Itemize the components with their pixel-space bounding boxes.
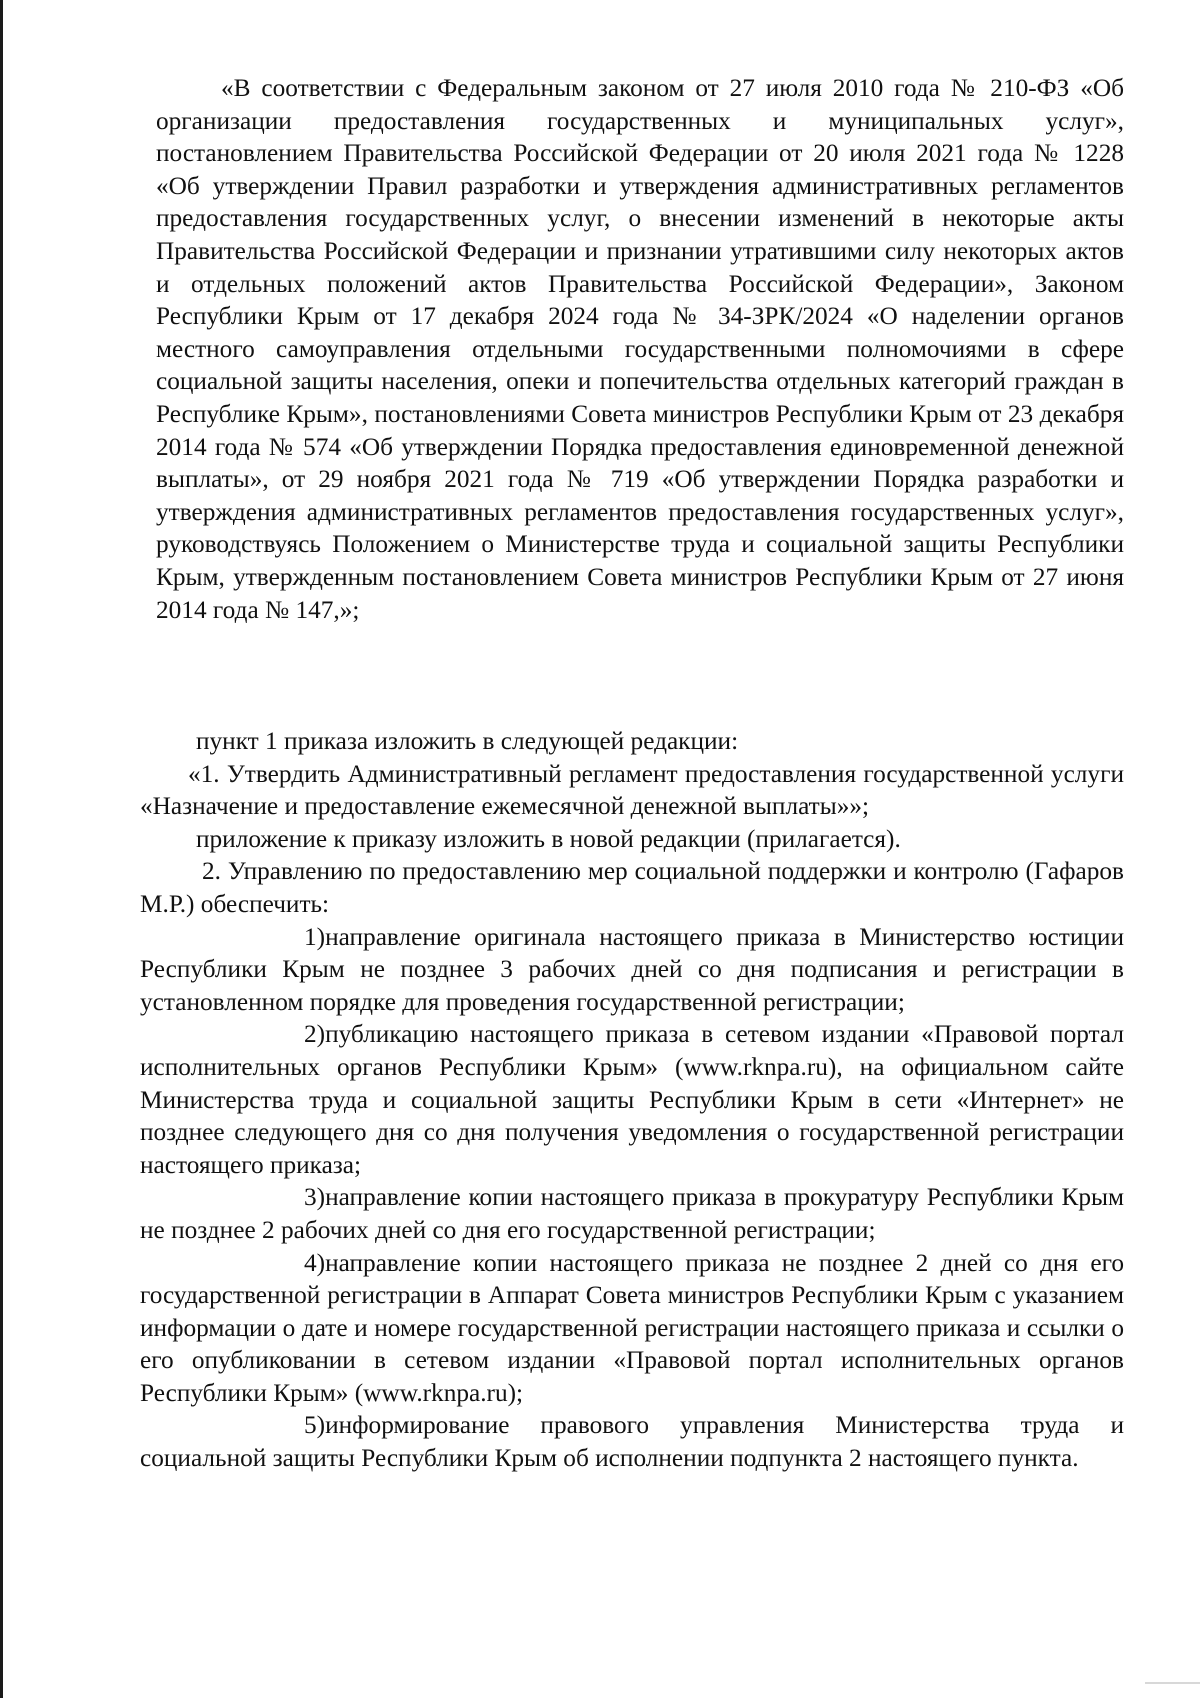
subitem-text: направление оригинала настоящего приказа в Министерство юстиции Республики Крым не позднее 3 рабочих дней со дня подписания и регистрации в установленном порядке для проведения государственной регистрации; [140, 922, 1124, 1016]
subitem-text: направление копии настоящего приказа не позднее 2 дней со дня его государственной регистрации в Аппарат Совета министров Республики Крым с указанием информации о дате и номере государственной регистрации настоящего приказа и ссылки о его опубликовании в сетевом издании «Правовой портал исполнительных органов Республики Крым» (www.rknpa.ru); [140, 1248, 1124, 1407]
subitem-text: публикацию настоящего приказа в сетевом издании «Правовой портал исполнительных органов Республики Крым» (www.rknpa.ru), на официальном сайте Министерства труда и социальной защиты Республики Крым в сети «Интернет» не позднее следующего дня со дня получения уведомления о государственной регистрации настоящего приказа; [140, 1020, 1124, 1179]
subitem-1 [140, 921, 1124, 1019]
subitem-2 [140, 1018, 1124, 1181]
clause-1-text: «1. Утвердить Административный регламент предоставления государственной услуги «Назначение и предоставление ежемесячной денежной выплаты»»; [140, 759, 1124, 821]
appendix-text: приложение к приказу изложить в новой редакции (прилагается). [196, 824, 901, 853]
item-2-text: 2. Управлению по предоставлению мер социальной поддержки и контролю (Гафаров М.Р.) обеспечить: [140, 857, 1124, 918]
scan-edge-mark [1145, 1682, 1200, 1684]
subitem-number: 1) [304, 922, 326, 951]
amendments-block [140, 725, 1124, 1475]
subitem-number: 3) [304, 1183, 326, 1212]
page-left-edge [0, 0, 3, 1698]
subitem-3 [140, 1181, 1124, 1246]
subitem-text: направление копии настоящего приказа в прокуратуру Республики Крым не позднее 2 рабочих дней со дня его государственной регистрации; [140, 1183, 1124, 1244]
preamble-paragraph: «В соответствии с Федеральным законом от 27 июля 2010 года № 210-ФЗ «Об организации предоставления государственных и муниципальных услуг», постановлением Правительства Российской Федерации от 20 июля 2021 года № 1228 «Об утверждении Правил разработки и утверждения административных регламентов предоставления государственных услуг, о внесении изменений в некоторые акты Правительства Российской Федерации и признании утратившими силу некоторых актов и отдельных положений актов Правительства Российской Федерации», Законом Республики Крым от 17 декабря 2024 года № 34-ЗРК/2024 «О наделении органов местного самоуправления отдельными государственными полномочиями в сфере социальной защиты населения, опеки и попечительства отдельных категорий граждан в Республике Крым», постановлениями Совета министров Республики Крым от 23 декабря 2014 года № 574 «Об утверждении Порядка предоставления единовременной денежной выплаты», от 29 ноября 2021 года № 719 «Об утверждении Порядка разработки и утверждения административных регламентов предоставления государственных услуг», руководствуясь Положением о Министерстве труда и социальной защиты Республики Крым, утвержденным постановлением Совета министров Республики Крым от 27 июня 2014 года № 147,»; [156, 74, 1124, 624]
subitem-4 [140, 1247, 1124, 1410]
subitem-number: 2) [304, 1020, 326, 1049]
subitem-number: 4) [304, 1248, 326, 1277]
preamble-block [156, 72, 1124, 626]
subitem-5 [140, 1409, 1124, 1474]
clause-intro: пункт 1 приказа изложить в следующей редакции: [196, 727, 739, 755]
subitem-text: информирование правового управления Министерства труда и социальной защиты Республики Крым об исполнении подпункта 2 настоящего пункта. [140, 1411, 1124, 1473]
subitem-number: 5) [304, 1411, 326, 1440]
